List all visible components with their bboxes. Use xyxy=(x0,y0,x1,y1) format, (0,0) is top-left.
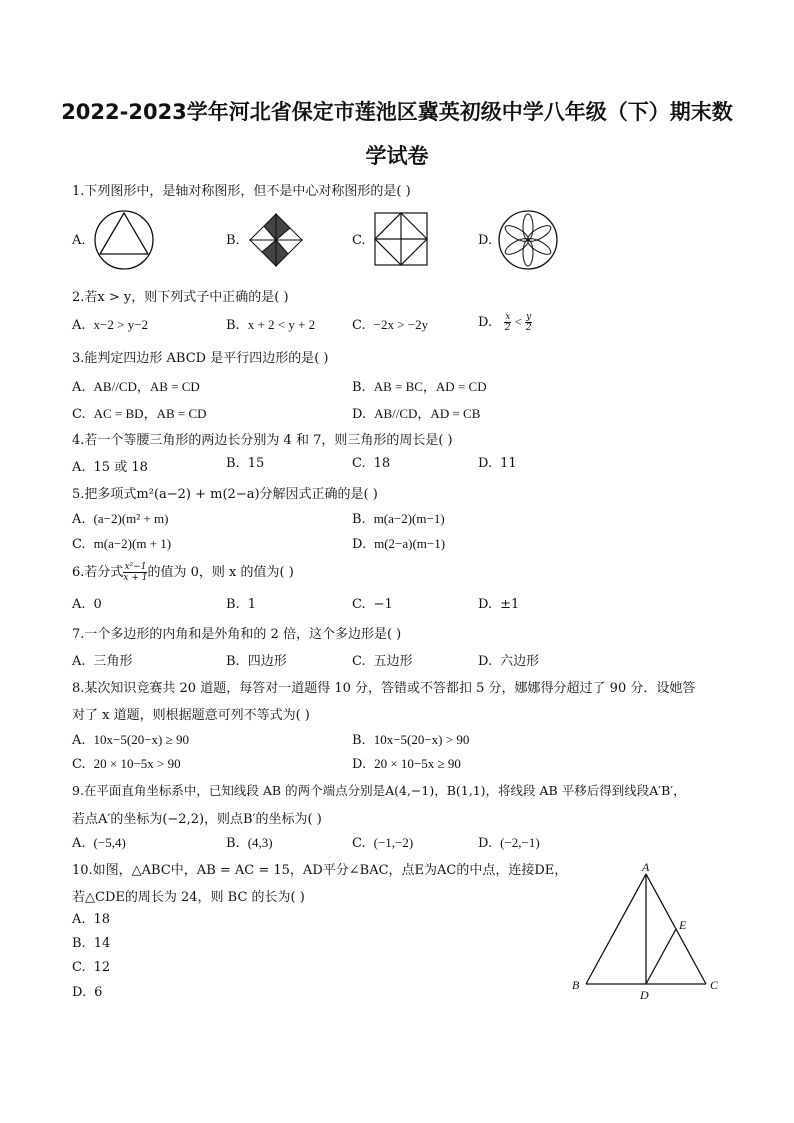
q9-option-c: C. (−1,−2) xyxy=(352,835,414,851)
q1-option-b-label: B. xyxy=(226,233,240,248)
q9-option-b: B. (4,3) xyxy=(226,835,273,851)
q1-option-d-label: D. xyxy=(478,233,493,248)
q10-option-b: B. 14 xyxy=(72,936,111,951)
q7-option-b: B. 四边形 xyxy=(226,654,287,669)
q2-option-a: A. x−2 > y−2 xyxy=(72,317,149,333)
q5-option-d: D. m(2−a)(m−1) xyxy=(352,536,446,552)
q1-option-c-label: C. xyxy=(352,233,366,248)
q6-option-c: C. −1 xyxy=(352,597,393,612)
q5-option-c: C. m(a−2)(m + 1) xyxy=(72,536,172,552)
exam-title-line1: 2022-2023学年河北省保定市莲池区冀英初级中学八年级（下）期末数 xyxy=(61,100,733,124)
q2-option-d: D. $\frac{x}{2}$ < $\frac{y}{2}$ xyxy=(478,312,532,333)
exam-title-line2: 学试卷 xyxy=(365,144,429,168)
figure-label-e: E xyxy=(679,918,687,932)
question-8-stem: 8.某次知识竞赛共 20 道题，每答对一道题得 10 分，答错或不答都扣 5 分，娜娜得分超过了 90 分．设她答 xyxy=(72,681,696,696)
q7-option-d: D. 六边形 xyxy=(478,654,540,669)
question-4-stem: 4.若一个等腰三角形的两边长分别为 4 和 7，则三角形的周长是( ) xyxy=(72,433,453,448)
q7-option-c: C. 五边形 xyxy=(352,654,413,669)
q8-option-d: D. 20 × 10−5x ≥ 90 xyxy=(352,756,461,772)
q9-option-a: A. (−5,4) xyxy=(72,835,126,851)
q6-option-d: D. ±1 xyxy=(478,597,520,612)
q4-option-a: A. 15 或 18 xyxy=(72,460,148,475)
q5-option-a: A. (a−2)(m² + m) xyxy=(72,511,169,527)
q9-option-d: D. (−2,−1) xyxy=(478,835,540,851)
q3-option-d: D. AB//CD，AD = CB xyxy=(352,406,481,422)
figure-label-c: C xyxy=(710,978,719,992)
q1-figure-c-square-diamond xyxy=(374,212,430,268)
figure-label-d: D xyxy=(640,988,649,1002)
q8-option-b: B. 10x−5(20−x) > 90 xyxy=(352,732,470,748)
q3-option-b: B. AB = BC，AD = CD xyxy=(352,379,487,395)
q1-figure-d-flower-circle xyxy=(498,210,560,272)
figure-label-a: A xyxy=(642,860,650,874)
q6-option-a: A. 0 xyxy=(72,597,102,612)
question-9-stem-line2: 若点A′的坐标为(−2,2)，则点B′的坐标为( ) xyxy=(72,812,322,827)
q3-option-c: C. AC = BD，AB = CD xyxy=(72,406,207,422)
q10-option-a: A. 18 xyxy=(72,912,111,927)
question-5-stem: 5.把多项式m²(a−2) + m(2−a)分解因式正确的是( ) xyxy=(72,487,378,502)
question-3-stem: 3.能判定四边形 ABCD 是平行四边形的是( ) xyxy=(72,351,329,366)
figure-label-b: B xyxy=(572,978,580,992)
q8-option-a: A. 10x−5(20−x) ≥ 90 xyxy=(72,732,189,748)
q2-option-c: C. −2x > −2y xyxy=(352,317,429,333)
q4-option-b: B. 15 xyxy=(226,456,265,471)
q6-option-b: B. 1 xyxy=(226,597,256,612)
q10-option-d: D. 6 xyxy=(72,985,103,1000)
question-7-stem: 7.一个多边形的内角和是外角和的 2 倍，这个多边形是( ) xyxy=(72,627,402,642)
q1-option-a-label: A. xyxy=(72,233,86,248)
question-6-stem: 6.若分式 $\frac{\text{x²−1}}{x + 1}$ 的值为 0，则 x 的值为( ) xyxy=(72,562,294,583)
q5-option-b: B. m(a−2)(m−1) xyxy=(352,511,445,527)
q4-option-c: C. 18 xyxy=(352,456,391,471)
q10-option-c: C. 12 xyxy=(72,960,111,975)
question-10-stem: 10.如图，△ABC中，AB = AC = 15，AD平分∠BAC，点E为AC的中点，连接DE， xyxy=(72,863,568,878)
q1-figure-a-circle-triangle xyxy=(94,210,156,272)
question-1-stem: 1.下列图形中，是轴对称图形，但不是中心对称图形的是( ) xyxy=(72,184,411,199)
q10-triangle-figure xyxy=(566,860,736,1010)
q8-option-c: C. 20 × 10−5x > 90 xyxy=(72,756,181,772)
question-8-stem-line2: 对了 x 道题，则根据题意可列不等式为( ) xyxy=(72,708,310,723)
question-2-stem: 2.若x > y，则下列式子中正确的是( ) xyxy=(72,290,289,305)
question-10-stem-line2: 若△CDE的周长为 24，则 BC 的长为( ) xyxy=(72,890,305,905)
q3-option-a: A. AB//CD，AB = CD xyxy=(72,379,200,395)
q1-figure-b-pinwheel xyxy=(246,210,308,272)
q4-option-d: D. 11 xyxy=(478,456,517,471)
q7-option-a: A. 三角形 xyxy=(72,654,133,669)
q2-option-b: B. x + 2 < y + 2 xyxy=(226,317,316,333)
question-9-stem: 9.在平面直角坐标系中，已知线段 AB 的两个端点分别是A(4,−1)，B(1,1)，将线段 AB 平移后得到线段A′B′， xyxy=(72,783,686,798)
